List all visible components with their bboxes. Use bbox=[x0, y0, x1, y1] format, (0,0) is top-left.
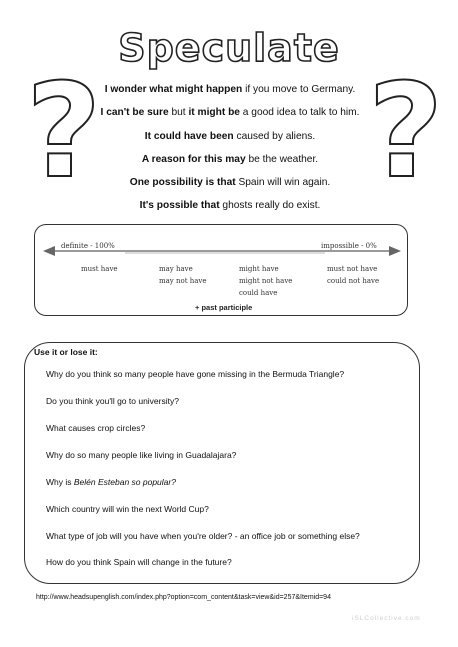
example-sentences bbox=[90, 84, 370, 224]
question-item: Do you think you'll go to university? bbox=[46, 396, 179, 406]
question-mark-right-icon: ? bbox=[368, 55, 444, 207]
question-item: What type of job will you have when you're older? - an office job or something else? bbox=[46, 531, 360, 541]
modal-may-have: may have bbox=[159, 265, 193, 273]
practice-heading: Use it or lose it: bbox=[34, 347, 98, 357]
watermark: iSLCollective.com bbox=[352, 615, 421, 622]
question-item: How do you think Spain will change in the future? bbox=[46, 557, 232, 567]
modal-must-have: must have bbox=[81, 265, 118, 273]
sentence: A reason for this may be the weather. bbox=[141, 153, 319, 165]
question-item: Why do you think so many people have gone missing in the Bermuda Triangle? bbox=[46, 369, 345, 379]
source-url[interactable]: http://www.headsupenglish.com/index.php?option=com_content&task=view&id=257&Itemid=94 bbox=[36, 594, 331, 601]
sentence: It's possible that ghosts really do exist. bbox=[139, 200, 321, 212]
question-mark-left-icon: ? bbox=[26, 55, 102, 207]
question-item: Which country will win the next World Cup? bbox=[46, 504, 209, 514]
modal-could-not-have: could not have bbox=[327, 277, 380, 285]
sentence: It could have been caused by aliens. bbox=[144, 130, 316, 142]
sentence: One possibility is that Spain will win again. bbox=[129, 177, 331, 189]
scale-left-label: definite - 100% bbox=[61, 242, 115, 250]
modal-could-have: could have bbox=[239, 289, 278, 297]
modal-may-not-have: may not have bbox=[159, 277, 207, 285]
question-item: Why is Belén Esteban so popular? bbox=[46, 477, 176, 487]
question-item: Why do so many people like living in Guadalajara? bbox=[46, 450, 237, 460]
certainty-scale-box bbox=[34, 224, 408, 316]
page-title: Speculate bbox=[118, 26, 340, 70]
modal-must-not-have: must not have bbox=[327, 265, 378, 273]
practice-box bbox=[24, 342, 420, 584]
sentence: I can't be sure but it might be a good idea to talk to him. bbox=[100, 107, 360, 119]
past-participle-note: + past participle bbox=[195, 303, 253, 312]
question-item: What causes crop circles? bbox=[46, 423, 146, 433]
scale-right-label: impossible - 0% bbox=[321, 242, 377, 250]
sentence: I wonder what might happen if you move to Germany. bbox=[104, 84, 356, 95]
modal-might-not-have: might not have bbox=[239, 277, 293, 285]
modal-might-have: might have bbox=[239, 265, 279, 273]
